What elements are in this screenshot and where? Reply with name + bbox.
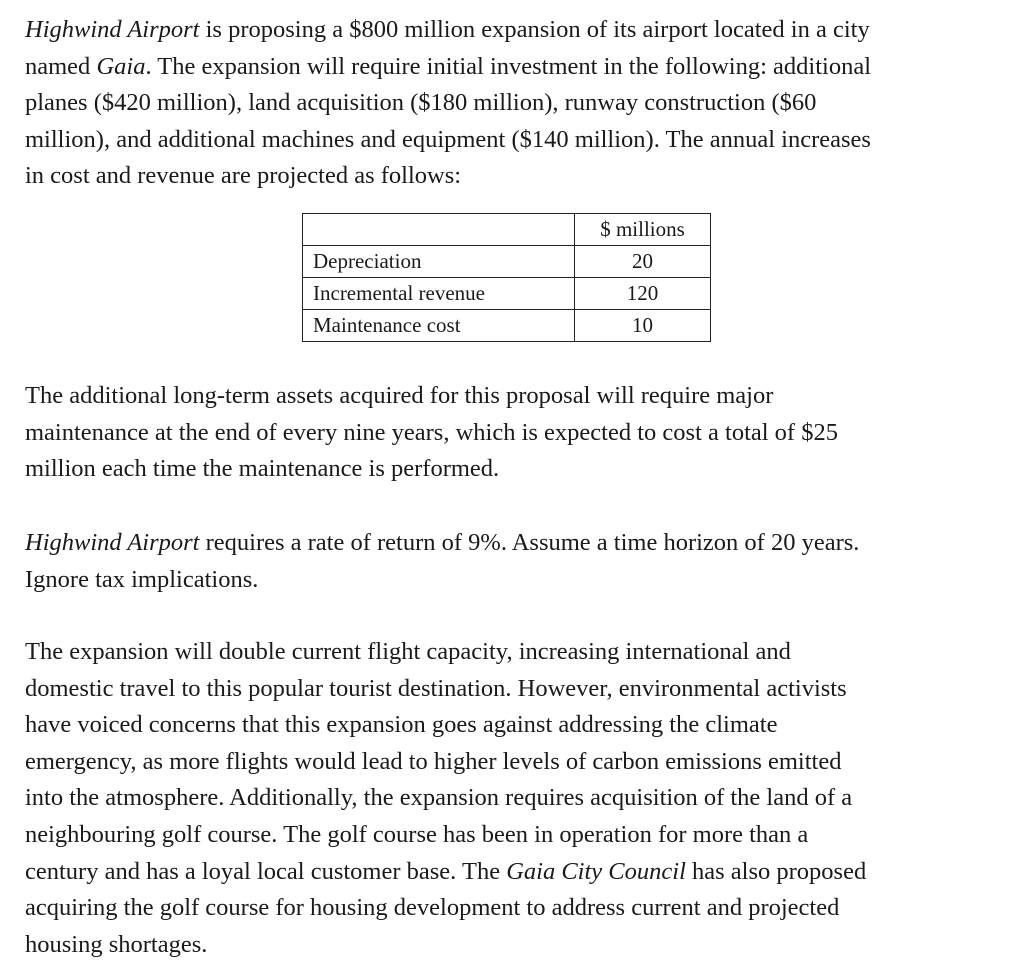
text-line: emergency, as more flights would lead to higher levels of carbon emissions emitted <box>25 747 842 775</box>
row-label: Maintenance cost <box>303 310 575 342</box>
row-value: 10 <box>575 310 711 342</box>
row-label: Incremental revenue <box>303 278 575 310</box>
cost-revenue-table <box>302 213 711 342</box>
text-line: million), and additional machines and equipment ($140 million). The annual increases <box>25 125 871 153</box>
text-line: million each time the maintenance is performed. <box>25 455 500 483</box>
rate-of-return-paragraph <box>25 525 1000 598</box>
table-row <box>303 246 711 278</box>
intro-paragraph <box>25 12 1000 195</box>
table-header-row <box>303 214 711 246</box>
text-span: requires a rate of return of 9%. Assume a time horizon of 20 years. <box>199 529 860 556</box>
text-line <box>25 49 1000 86</box>
maintenance-paragraph <box>25 378 1000 488</box>
text-span: is proposing a $800 million expansion of its airport located in a city <box>199 16 870 43</box>
header-value-cell: $ millions <box>575 214 711 246</box>
text-line: planes ($420 million), land acquisition ($180 million), runway construction ($60 <box>25 89 817 117</box>
text-line <box>25 854 1000 891</box>
text-line <box>25 12 1000 49</box>
table-row <box>303 310 711 342</box>
text-line: maintenance at the end of every nine years, which is expected to cost a total of $25 <box>25 418 838 446</box>
text-line: neighbouring golf course. The golf course has been in operation for more than a <box>25 820 809 848</box>
company-name: Highwind Airport <box>25 529 200 556</box>
row-value: 20 <box>575 246 711 278</box>
text-line: acquiring the golf course for housing development to address current and projected <box>25 894 840 922</box>
text-span: century and has a loyal local customer base. The <box>25 857 507 885</box>
text-line: housing shortages. <box>25 930 208 958</box>
text-line: The additional long-term assets acquired for this proposal will require major <box>25 382 774 409</box>
company-name: Highwind Airport <box>25 16 200 43</box>
city-name: Gaia <box>96 52 146 80</box>
text-line: have voiced concerns that this expansion goes against addressing the climate <box>25 711 778 739</box>
text-line: in cost and revenue are projected as follows: <box>25 162 462 190</box>
text-span: has also proposed <box>685 857 867 885</box>
context-paragraph <box>25 634 1000 963</box>
row-label: Depreciation <box>303 246 575 278</box>
text-line: Ignore tax implications. <box>25 565 259 593</box>
header-label-cell <box>303 214 575 246</box>
text-line <box>25 525 1000 562</box>
text-line: The expansion will double current flight capacity, increasing international and <box>25 638 791 665</box>
text-line: into the atmosphere. Additionally, the expansion requires acquisition of the land of a <box>25 784 853 812</box>
text-line: domestic travel to this popular tourist destination. However, environmental activists <box>25 674 847 702</box>
text-span: named <box>25 52 97 80</box>
row-value: 120 <box>575 278 711 310</box>
council-name: Gaia City Council <box>506 857 686 885</box>
text-span: . The expansion will require initial investment in the following: additional <box>145 52 871 80</box>
table-row <box>303 278 711 310</box>
